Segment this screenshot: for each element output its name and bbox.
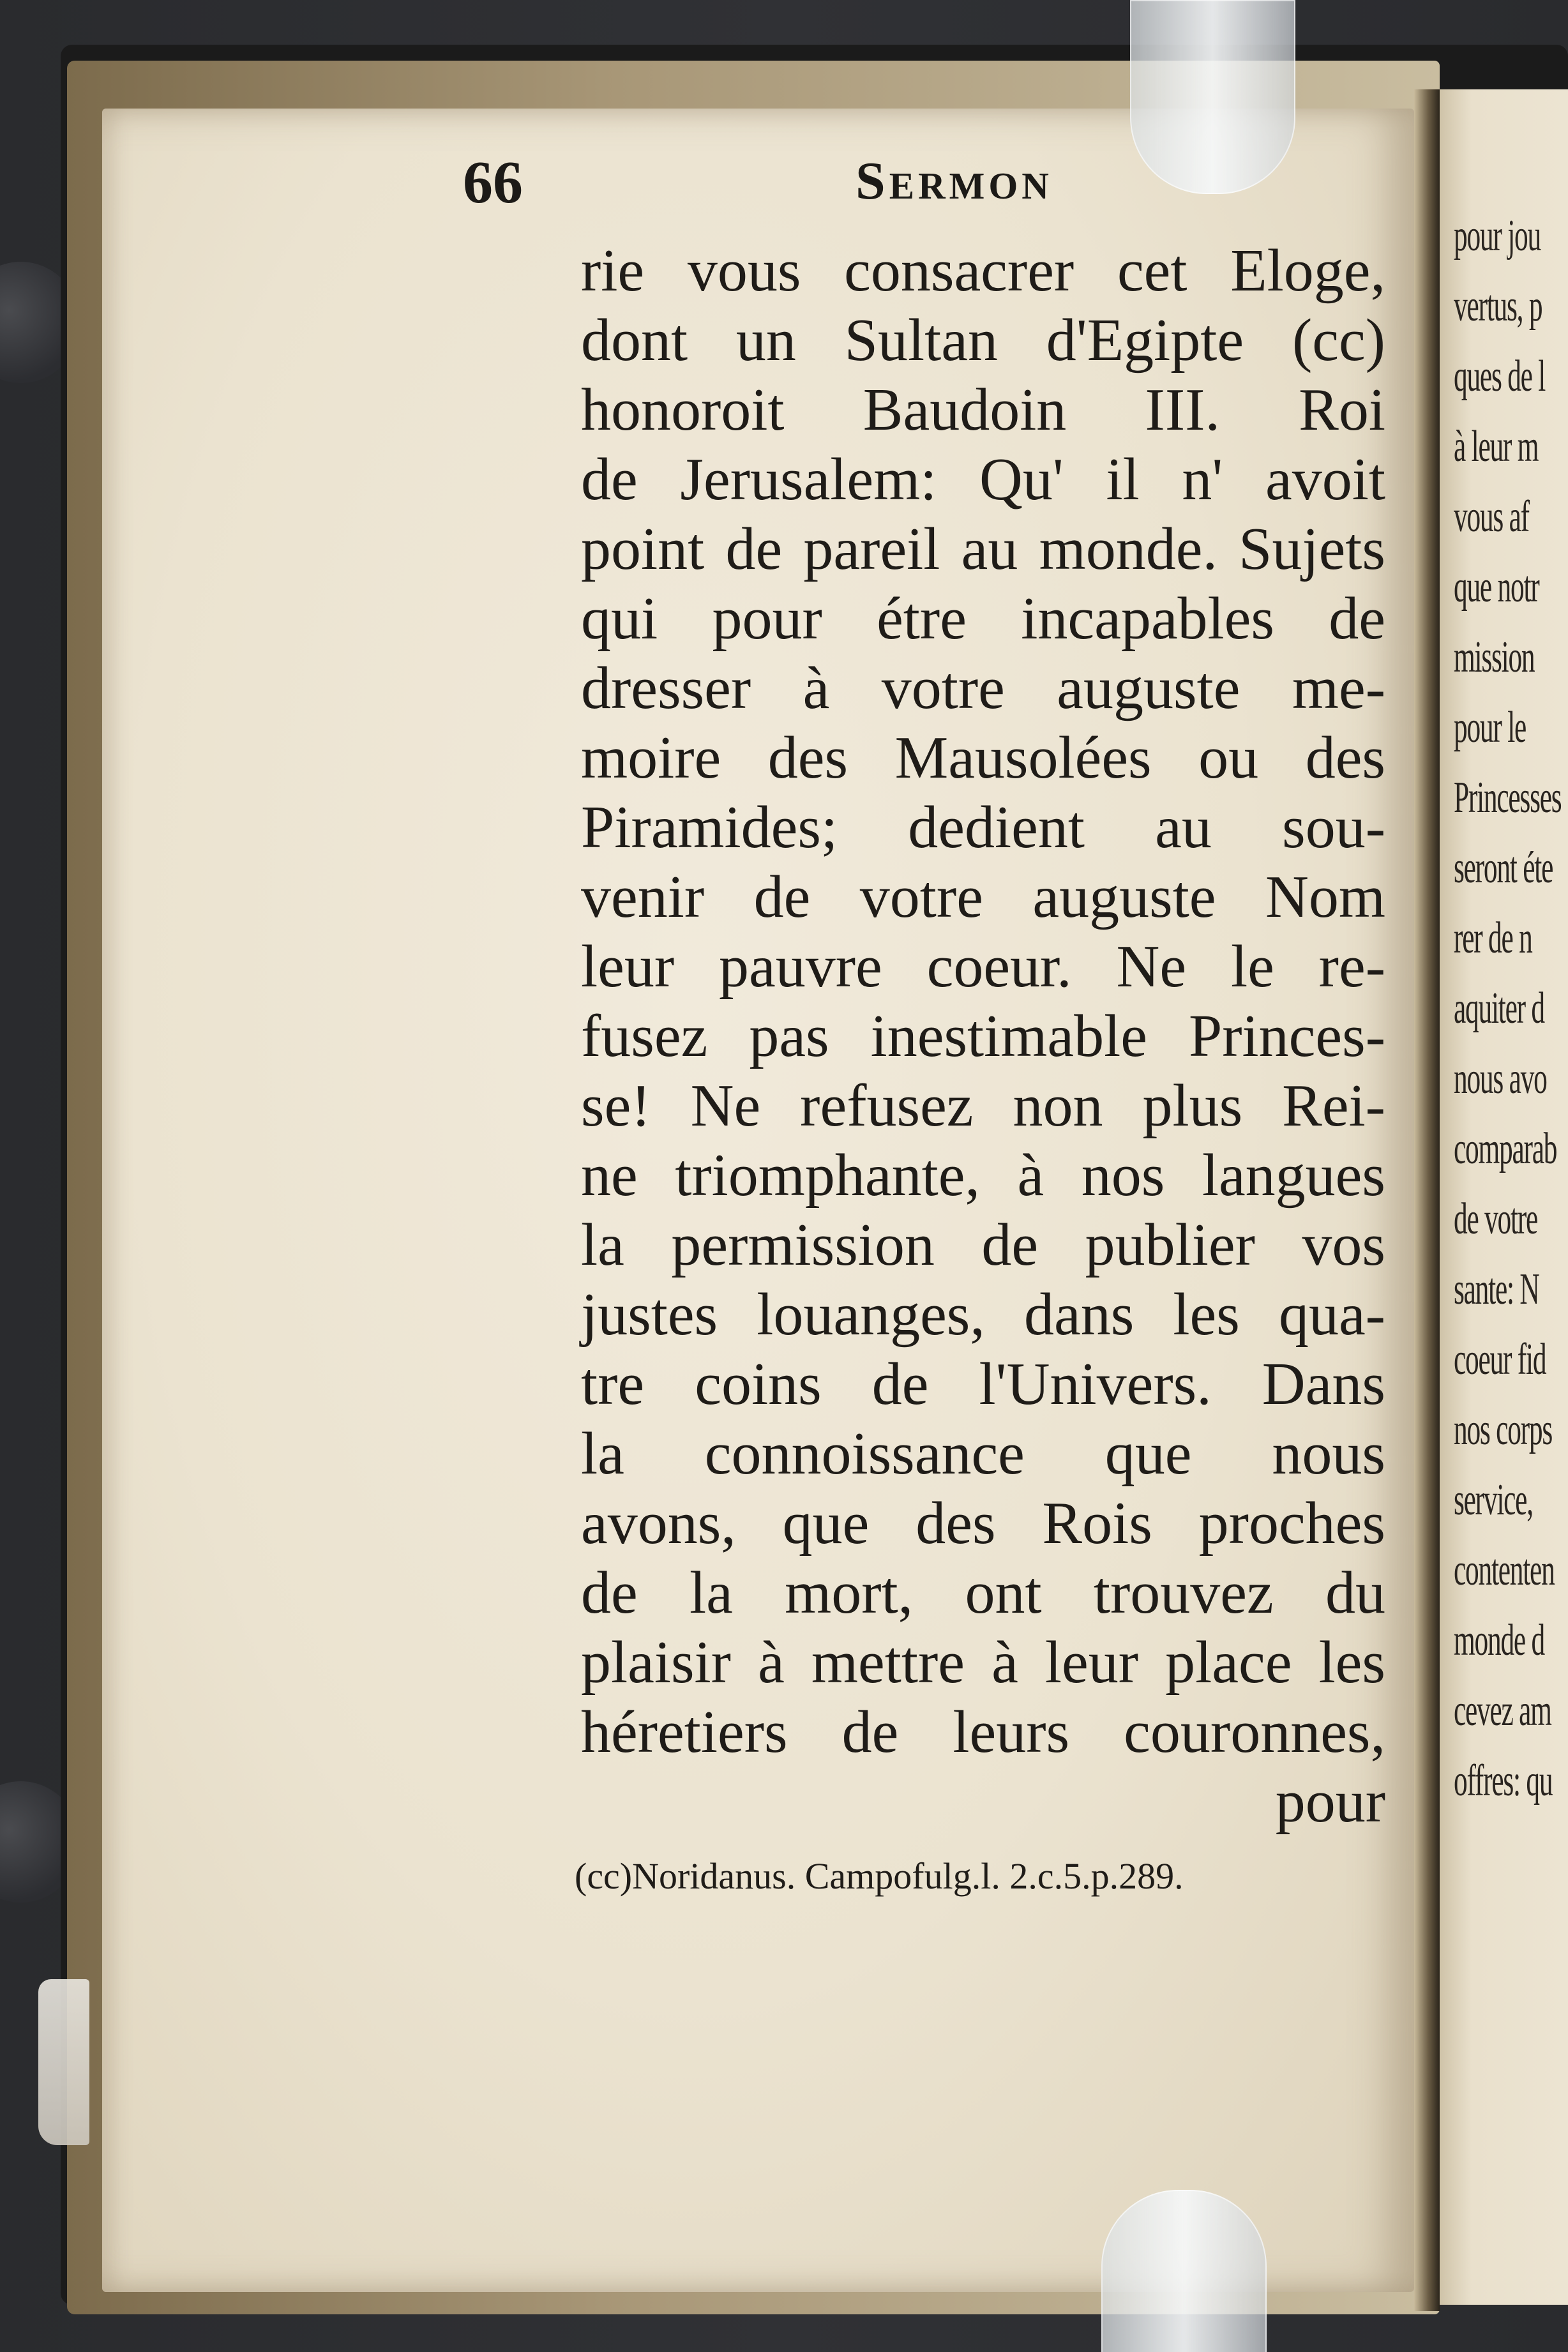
facing-page-line: de votre [1454,1195,1538,1244]
text-line: dont un Sultan d'Egipte (cc) [581,307,1385,373]
text-line: moire des Mausolées ou des [581,725,1385,791]
text-line: venir de votre auguste Nom [581,864,1385,930]
facing-page-line: mission [1454,633,1535,682]
torn-page-edge [38,1979,89,2145]
facing-page-line: ques de l [1454,352,1546,401]
text-line: leur pauvre coeur. Ne le re- [581,933,1385,1000]
text-line: honoroit Baudoin III. Roi [581,377,1385,443]
text-line: avons, que des Rois proches [581,1490,1385,1557]
facing-page-line: coeur fid [1454,1335,1546,1384]
text-line: plaisir à mettre à leur place les [581,1629,1385,1696]
text-line: la connoissance que nous [581,1421,1385,1487]
text-line: la permission de publier vos [581,1212,1385,1278]
facing-page-line: nous avo [1454,1054,1547,1103]
page-clip-top [1130,0,1295,194]
book-gutter [1414,89,1440,2311]
facing-page-line: rer de n [1454,914,1532,963]
text-line: qui pour étre incapables de [581,585,1385,652]
facing-page-line: pour le [1454,703,1527,752]
page-number: 66 [463,149,523,216]
facing-page-line: aquiter d [1454,984,1544,1033]
text-line: héretiers de leurs couronnes, [581,1699,1385,1765]
running-head: Sermon [856,151,1053,211]
text-line: ne triomphante, à nos langues [581,1142,1385,1209]
facing-page-line: pour jou [1454,211,1541,260]
facing-page-line: vertus, p [1454,282,1542,331]
text-line: de Jerusalem: Qu' il n' avoit [581,446,1385,513]
text-line: Piramides; dedient au sou- [581,794,1385,861]
page-clip-bottom [1101,2190,1267,2352]
catchword: pour [1275,1768,1385,1835]
text-line: dresser à votre auguste me- [581,655,1385,721]
text-line: se! Ne refusez non plus Rei- [581,1073,1385,1139]
facing-page-line: vous af [1454,492,1529,541]
text-line: de la mort, ont trouvez du [581,1560,1385,1626]
text-line: justes louanges, dans les qua- [581,1281,1385,1348]
facing-page-line: que notr [1454,562,1539,612]
text-line: rie vous consacrer cet Eloge, [581,237,1385,304]
facing-page [1440,89,1568,2305]
facing-page-line: service, [1454,1475,1533,1525]
text-line: fusez pas inestimable Princes- [581,1003,1385,1069]
facing-page-line: comparab [1454,1124,1557,1173]
facing-page-line: sante: N [1454,1265,1539,1314]
footnote: (cc)Noridanus. Campofulg.l. 2.c.5.p.289. [575,1855,1184,1897]
facing-page-line: Princesses [1454,773,1562,822]
facing-page-line: contenten [1454,1546,1555,1595]
text-line: tre coins de l'Univers. Dans [581,1351,1385,1417]
text-line: point de pareil au monde. Sujets [581,516,1385,582]
facing-page-line: nos corps [1454,1405,1552,1454]
facing-page-line: cevez am [1454,1686,1551,1735]
facing-page-line: seront éte [1454,843,1553,893]
facing-page-line: monde d [1454,1616,1544,1665]
body-text [581,236,1385,1837]
facing-page-line: offres: qu [1454,1756,1553,1805]
facing-page-line: à leur m [1454,422,1539,471]
